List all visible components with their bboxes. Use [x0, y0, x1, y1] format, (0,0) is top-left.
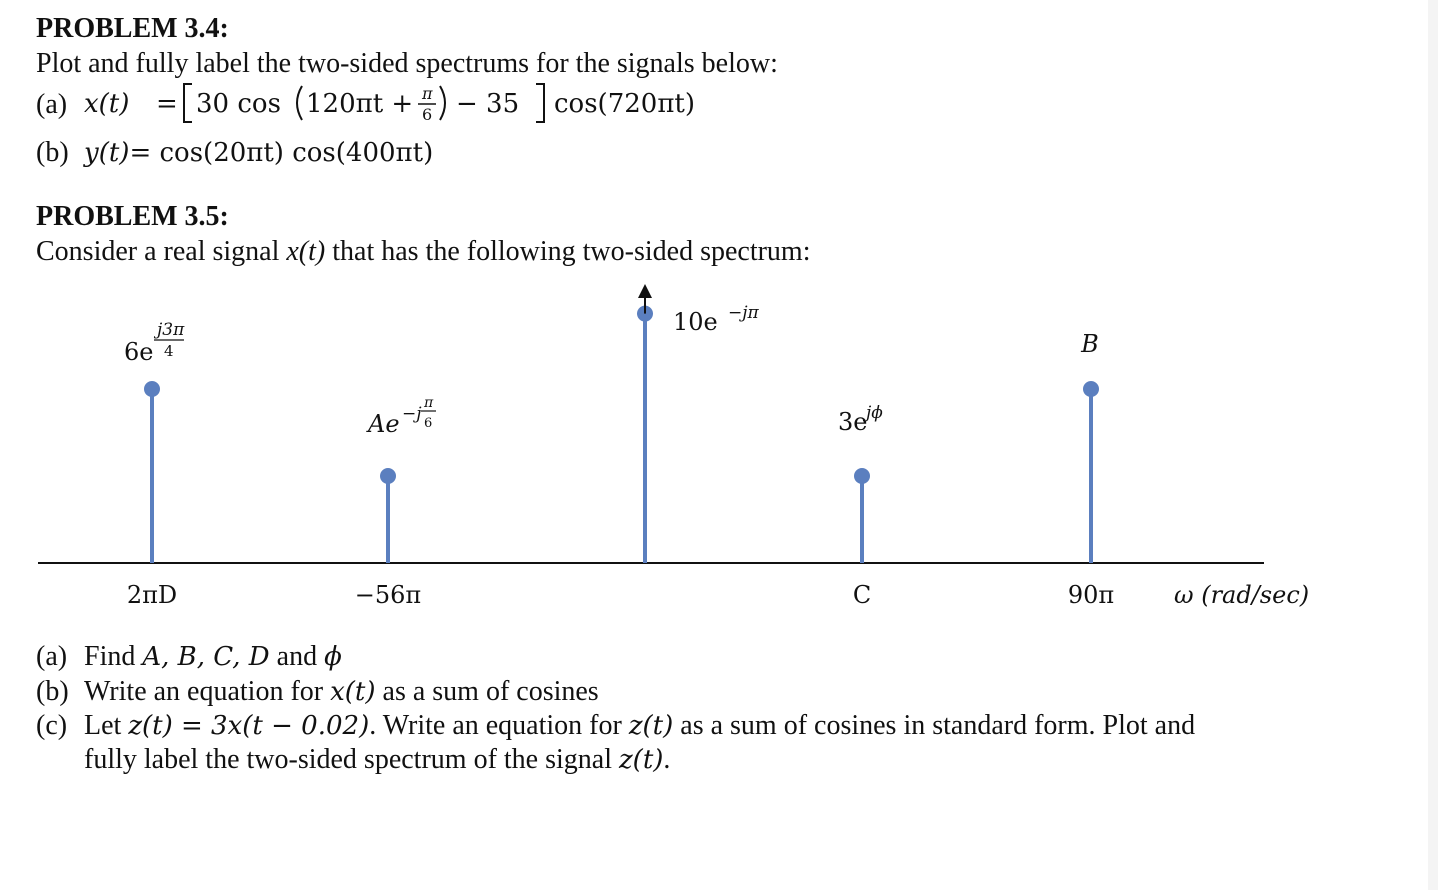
spectrum-stem-marker-4: [854, 468, 870, 484]
part-a-argument: 120πt +: [306, 89, 414, 119]
spectrum-stem-marker-1: [144, 381, 160, 397]
question-text: and: [269, 641, 325, 672]
fraction-numerator: π: [422, 84, 433, 103]
question-text: . Write an equation for: [369, 710, 629, 741]
problem-3-5-title: PROBLEM 3.5:: [36, 201, 229, 232]
part-b-label: (b): [36, 137, 69, 168]
fraction-denominator: 6: [422, 105, 433, 124]
amplitude-label-2-exp-prefix: −j: [402, 404, 422, 424]
problem-3-4-title: PROBLEM 3.4:: [36, 13, 229, 44]
problem-3-4-instruction: Plot and fully label the two-sided spectrums for the signals below:: [36, 48, 778, 79]
problem-3-5-intro: [36, 235, 810, 269]
part-a-cosine-factor: cos(720πt): [554, 89, 696, 119]
amplitude-label-1-exp-num: j3π: [157, 320, 185, 340]
question-line-4: [36, 743, 670, 777]
question-math: z(t) = 3x(t − 0.02): [128, 711, 370, 741]
question-math: A, B, C, D: [142, 642, 270, 672]
question-math: z(t): [628, 711, 674, 741]
amplitude-label-2: Ae: [368, 410, 400, 438]
amplitude-label-4-exp: jϕ: [866, 403, 883, 423]
amplitude-label-2-exp-num: π: [424, 395, 434, 411]
amplitude-label-3-exp: −jπ: [728, 303, 759, 323]
spectrum-stem-marker-2: [380, 468, 396, 484]
part-a-offset: − 35: [456, 89, 520, 119]
part-a-label: (a): [36, 89, 68, 120]
part-b-rhs: = cos(20πt) cos(400πt): [129, 138, 434, 168]
question-line-2: [36, 675, 599, 709]
question-text: as a sum of cosines in standard form. Plot and: [673, 710, 1196, 741]
question-label: (a): [36, 641, 68, 672]
amplitude-label-5: B: [1081, 330, 1099, 358]
amplitude-label-2-exp-den: 6: [424, 416, 433, 431]
two-sided-spectrum-chart: [0, 280, 1438, 620]
amplitude-label-1: 6e: [124, 338, 154, 366]
question-text: Let: [84, 710, 129, 741]
question-label: (b): [36, 676, 69, 707]
spectrum-arrow-head: [638, 284, 652, 298]
question-text: .: [663, 744, 671, 775]
part-a-equals: =: [156, 89, 178, 119]
left-paren: [297, 86, 302, 120]
x-tick-label-5: 90π: [1067, 581, 1115, 609]
question-line-1: [36, 640, 342, 674]
question-text: Find: [84, 641, 143, 672]
part-a-coefficient: 30 cos: [196, 89, 281, 119]
question-text: Write an equation for: [84, 676, 331, 707]
question-math: z(t): [618, 745, 664, 775]
spectrum-stem-marker-5: [1083, 381, 1099, 397]
frequency-axis-label: ω (rad/sec): [1174, 581, 1310, 609]
x-tick-label-2: −56π: [354, 581, 422, 609]
left-bracket: [184, 84, 192, 122]
x-tick-label-1: 2πD: [126, 581, 178, 609]
part-a-function: x(t): [84, 89, 130, 119]
problem-3-4-part-a: [36, 84, 696, 124]
amplitude-label-3: 10e: [673, 308, 718, 336]
x-tick-label-4: C: [852, 581, 872, 609]
amplitude-label-1-exp-den: 4: [164, 342, 174, 360]
question-text: as a sum of cosines: [375, 676, 599, 707]
question-line-3: [36, 709, 1195, 743]
amplitude-label-4: 3e: [838, 408, 868, 436]
intro-start: Consider a real signal: [36, 236, 287, 267]
intro-end: that has the following two-sided spectrum:: [325, 236, 811, 267]
question-math: x(t): [330, 677, 376, 707]
question-label: (c): [36, 710, 68, 741]
question-math: ϕ: [324, 642, 342, 672]
right-bracket: [536, 84, 544, 122]
part-b-function: y(t): [84, 138, 130, 168]
question-text: fully label the two-sided spectrum of the signal: [84, 744, 619, 775]
part-a-equation: [84, 80, 724, 126]
page-edge-shadow: [1428, 0, 1438, 890]
problem-3-4-part-b: [36, 136, 433, 170]
intro-variable: x(t): [286, 236, 326, 267]
right-paren: [440, 86, 445, 120]
